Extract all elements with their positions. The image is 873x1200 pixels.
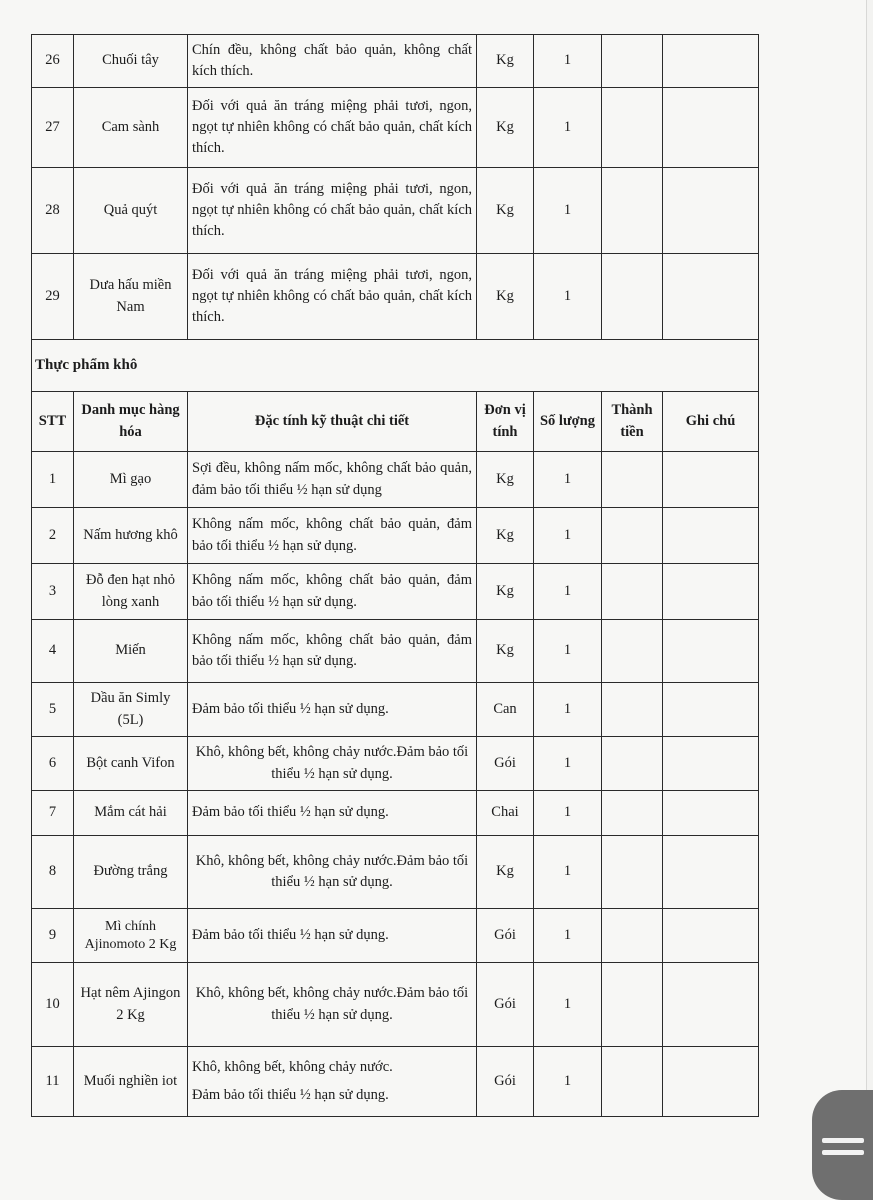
row-spec: Sợi đều, không nấm mốc, không chất bảo quản, đảm bảo tối thiểu ½ hạn sử dụng — [188, 452, 477, 508]
row-stt: 27 — [32, 88, 74, 168]
table-row — [32, 88, 759, 168]
row-amount — [602, 791, 663, 836]
row-amount — [602, 88, 663, 168]
row-unit: Kg — [477, 564, 534, 620]
row-spec: Khô, không bết, không chảy nước.Đảm bảo tối thiểu ½ hạn sử dụng. — [188, 963, 477, 1047]
row-amount — [602, 254, 663, 340]
row-name: Mì chính Ajinomoto 2 Kg — [74, 909, 188, 963]
row-stt: 9 — [32, 909, 74, 963]
table-row — [32, 254, 759, 340]
row-spec: Đảm bảo tối thiểu ½ hạn sử dụng. — [188, 683, 477, 737]
row-stt: 6 — [32, 737, 74, 791]
table-row — [32, 683, 759, 737]
row-spec: Chín đều, không chất bảo quản, không chất kích thích. — [188, 35, 477, 88]
row-qty: 1 — [534, 791, 602, 836]
handle-line-icon — [822, 1138, 864, 1143]
row-note — [663, 620, 759, 683]
row-qty: 1 — [534, 35, 602, 88]
row-note — [663, 35, 759, 88]
row-note — [663, 683, 759, 737]
row-note — [663, 168, 759, 254]
row-stt: 3 — [32, 564, 74, 620]
section-row — [32, 340, 759, 392]
table-row — [32, 909, 759, 963]
row-note — [663, 836, 759, 909]
row-stt: 10 — [32, 963, 74, 1047]
row-spec: Khô, không bết, không chảy nước.Đảm bảo tối thiểu ½ hạn sử dụng. — [188, 737, 477, 791]
table-row — [32, 168, 759, 254]
header-name: Danh mục hàng hóa — [74, 392, 188, 452]
row-note — [663, 791, 759, 836]
row-amount — [602, 1047, 663, 1117]
row-unit: Kg — [477, 254, 534, 340]
row-qty: 1 — [534, 836, 602, 909]
row-spec: Đối với quả ăn tráng miệng phải tươi, ngon, ngọt tự nhiên không có chất bảo quản, chất kích thích. — [188, 88, 477, 168]
row-spec: Không nấm mốc, không chất bảo quản, đảm bảo tối thiểu ½ hạn sử dụng. — [188, 564, 477, 620]
table-row — [32, 564, 759, 620]
row-amount — [602, 452, 663, 508]
row-name: Hạt nêm Ajingon 2 Kg — [74, 963, 188, 1047]
product-spec-table — [31, 34, 759, 1117]
row-note — [663, 963, 759, 1047]
row-amount — [602, 737, 663, 791]
row-unit: Gói — [477, 737, 534, 791]
row-unit: Kg — [477, 88, 534, 168]
row-unit: Kg — [477, 168, 534, 254]
row-stt: 5 — [32, 683, 74, 737]
row-stt: 4 — [32, 620, 74, 683]
table-header-row — [32, 392, 759, 452]
row-stt: 11 — [32, 1047, 74, 1117]
row-spec: Đối với quả ăn tráng miệng phải tươi, ngon, ngọt tự nhiên không có chất bảo quản, chất kích thích. — [188, 254, 477, 340]
row-name: Muối nghiền iot — [74, 1047, 188, 1117]
header-spec: Đặc tính kỹ thuật chi tiết — [188, 392, 477, 452]
table-row — [32, 963, 759, 1047]
row-stt: 8 — [32, 836, 74, 909]
row-qty: 1 — [534, 737, 602, 791]
row-qty: 1 — [534, 620, 602, 683]
row-note — [663, 909, 759, 963]
row-spec — [188, 1047, 477, 1117]
row-spec: Khô, không bết, không chảy nước.Đảm bảo tối thiểu ½ hạn sử dụng. — [188, 836, 477, 909]
row-amount — [602, 620, 663, 683]
row-unit: Gói — [477, 1047, 534, 1117]
row-stt: 2 — [32, 508, 74, 564]
row-qty: 1 — [534, 1047, 602, 1117]
row-name: Đỗ đen hạt nhỏ lòng xanh — [74, 564, 188, 620]
row-unit: Can — [477, 683, 534, 737]
row-stt: 29 — [32, 254, 74, 340]
row-name: Chuối tây — [74, 35, 188, 88]
row-unit: Chai — [477, 791, 534, 836]
section-title: Thực phẩm khô — [32, 340, 759, 392]
row-note — [663, 88, 759, 168]
row-amount — [602, 963, 663, 1047]
row-unit: Gói — [477, 963, 534, 1047]
header-note: Ghi chú — [663, 392, 759, 452]
table-row — [32, 737, 759, 791]
row-qty: 1 — [534, 452, 602, 508]
row-spec-line-2: Đảm bảo tối thiểu ½ hạn sử dụng. — [192, 1086, 389, 1103]
row-amount — [602, 508, 663, 564]
row-note — [663, 1047, 759, 1117]
header-qty: Số lượng — [534, 392, 602, 452]
row-qty: 1 — [534, 963, 602, 1047]
row-qty: 1 — [534, 683, 602, 737]
row-qty: 1 — [534, 168, 602, 254]
row-qty: 1 — [534, 508, 602, 564]
row-amount — [602, 168, 663, 254]
table-row — [32, 452, 759, 508]
row-note — [663, 508, 759, 564]
row-unit: Gói — [477, 909, 534, 963]
row-stt: 28 — [32, 168, 74, 254]
row-amount — [602, 564, 663, 620]
header-amount: Thành tiền — [602, 392, 663, 452]
row-note — [663, 737, 759, 791]
row-name: Quả quýt — [74, 168, 188, 254]
row-name: Mì gạo — [74, 452, 188, 508]
row-unit: Kg — [477, 35, 534, 88]
table-row — [32, 791, 759, 836]
header-unit: Đơn vị tính — [477, 392, 534, 452]
row-name: Nấm hương khô — [74, 508, 188, 564]
table-row — [32, 35, 759, 88]
row-note — [663, 452, 759, 508]
row-unit: Kg — [477, 836, 534, 909]
row-spec: Đảm bảo tối thiểu ½ hạn sử dụng. — [188, 909, 477, 963]
row-spec: Đảm bảo tối thiểu ½ hạn sử dụng. — [188, 791, 477, 836]
row-name: Cam sành — [74, 88, 188, 168]
row-unit: Kg — [477, 452, 534, 508]
row-amount — [602, 35, 663, 88]
header-stt: STT — [32, 392, 74, 452]
row-qty: 1 — [534, 88, 602, 168]
row-amount — [602, 909, 663, 963]
row-spec: Không nấm mốc, không chất bảo quản, đảm bảo tối thiểu ½ hạn sử dụng. — [188, 620, 477, 683]
row-name: Mắm cát hải — [74, 791, 188, 836]
row-amount — [602, 836, 663, 909]
row-note — [663, 254, 759, 340]
row-spec: Không nấm mốc, không chất bảo quản, đảm bảo tối thiểu ½ hạn sử dụng. — [188, 508, 477, 564]
row-qty: 1 — [534, 564, 602, 620]
row-amount — [602, 683, 663, 737]
row-name: Dưa hấu miền Nam — [74, 254, 188, 340]
row-name: Dầu ăn Simly (5L) — [74, 683, 188, 737]
row-spec: Đối với quả ăn tráng miệng phải tươi, ngon, ngọt tự nhiên không có chất bảo quản, chất kích thích. — [188, 168, 477, 254]
row-stt: 26 — [32, 35, 74, 88]
row-note — [663, 564, 759, 620]
table-row — [32, 836, 759, 909]
row-spec-line-1: Khô, không bết, không chảy nước. — [192, 1059, 393, 1076]
row-name: Miến — [74, 620, 188, 683]
row-stt: 7 — [32, 791, 74, 836]
handle-line-icon — [822, 1150, 864, 1155]
row-unit: Kg — [477, 620, 534, 683]
table-row — [32, 508, 759, 564]
row-qty: 1 — [534, 909, 602, 963]
scroll-handle[interactable] — [812, 1090, 873, 1200]
row-stt: 1 — [32, 452, 74, 508]
table-row — [32, 1047, 759, 1117]
row-unit: Kg — [477, 508, 534, 564]
row-qty: 1 — [534, 254, 602, 340]
row-name: Đường trắng — [74, 836, 188, 909]
row-name: Bột canh Vifon — [74, 737, 188, 791]
table-row — [32, 620, 759, 683]
